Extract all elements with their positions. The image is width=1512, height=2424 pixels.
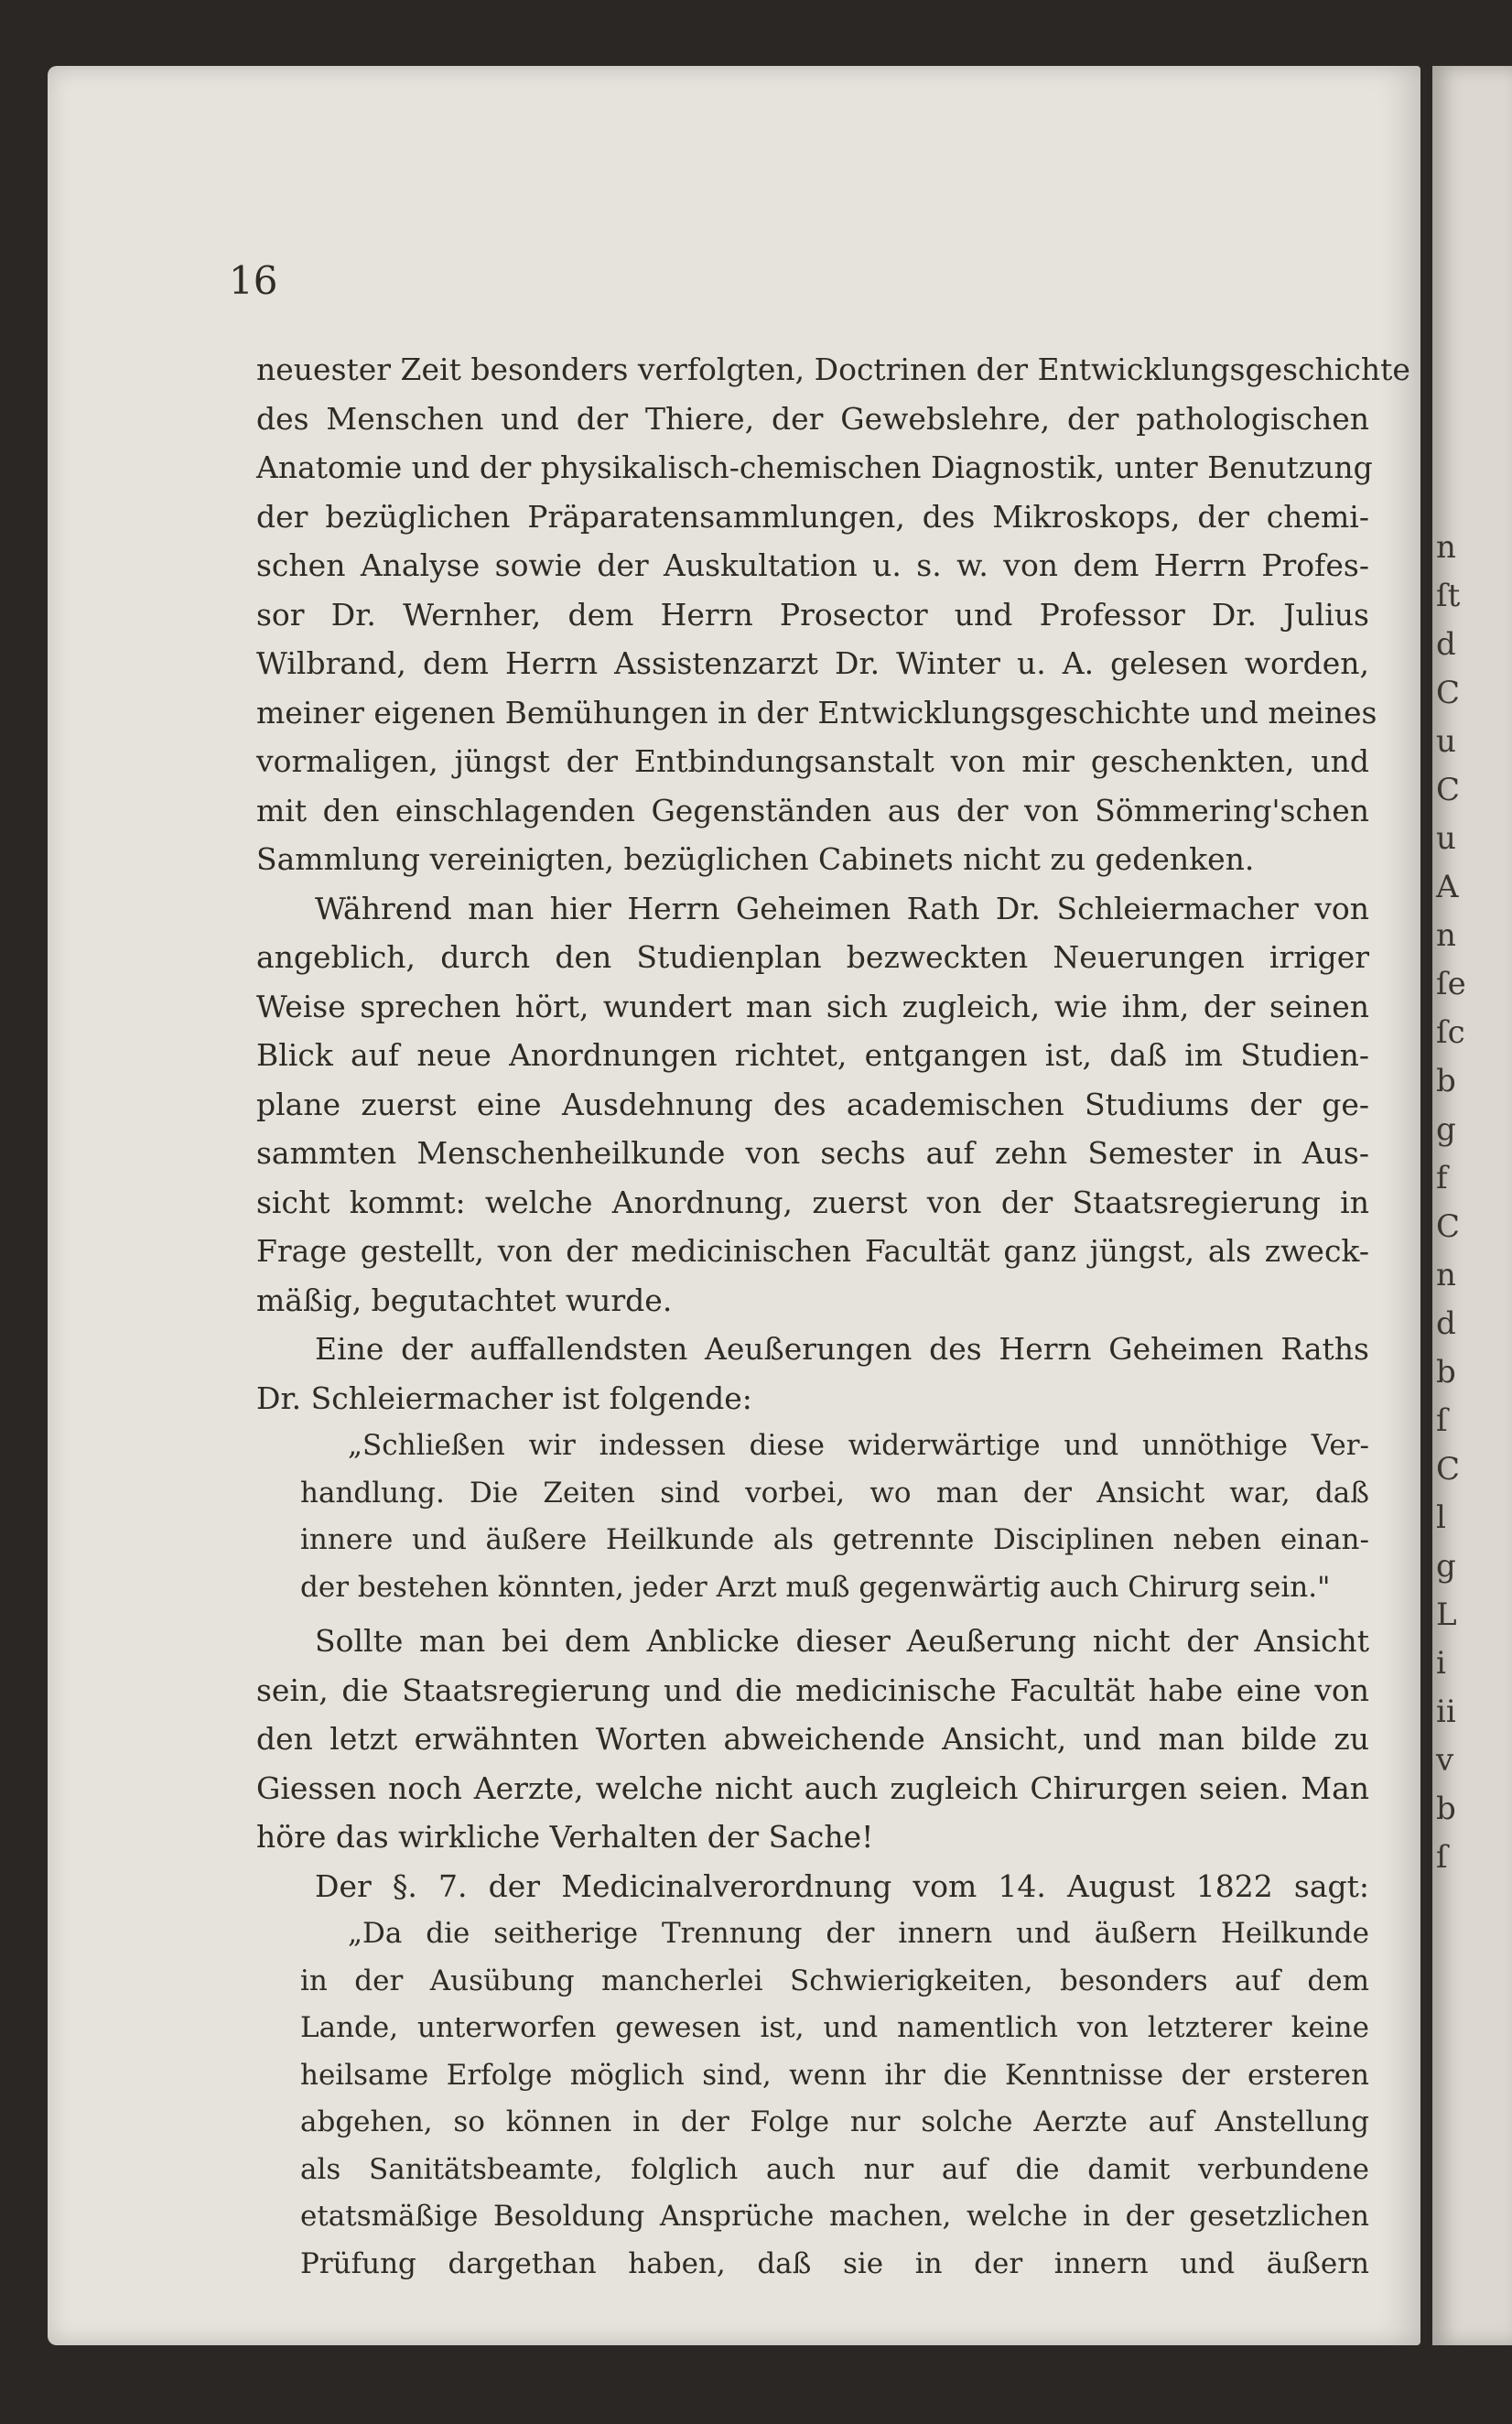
text-line: Sammlung vereinigten, bezüglichen Cabinets nicht zu gedenken. — [256, 841, 1255, 877]
text-line: neuester Zeit besonders verfolgten, Doctrinen der Entwicklungsgeschichte — [256, 352, 1410, 387]
text-line: des Menschen und der Thiere, der Gewebslehre, der pathologischen — [256, 400, 1369, 437]
text-line: heilsame Erfolge möglich sind, wenn ihr die Kenntnisse der ersteren — [300, 2058, 1369, 2092]
text-line: mäßig, begutachtet wurde. — [256, 1282, 673, 1318]
book-page — [48, 66, 1420, 2345]
quotation-2 — [256, 1910, 1369, 2288]
text-line: den letzt erwähnten Worten abweichende Ansicht, und man bilde zu — [256, 1721, 1369, 1757]
text-line: sammten Menschenheilkunde von sechs auf zehn Semester in Aus- — [256, 1135, 1369, 1171]
body-text — [256, 345, 1410, 2288]
text-line: Prüfung dargethan haben, daß sie in der innern und äußern — [300, 2246, 1369, 2280]
text-line: Wilbrand, dem Herrn Assistenzarzt Dr. Winter u. A. gelesen worden, — [256, 645, 1369, 681]
paragraph-4 — [256, 1617, 1369, 1862]
paragraph-2 — [256, 884, 1369, 1326]
text-line: plane zuerst eine Ausdehnung des academischen Studiums der ge- — [256, 1086, 1369, 1122]
text-line: Dr. Schleiermacher ist folgende: — [256, 1380, 752, 1416]
text-line: „Da die seitherige Trennung der innern und äußern Heilkunde — [348, 1917, 1369, 1950]
text-line: innere und äußere Heilkunde als getrennte Disciplinen neben einan- — [300, 1523, 1369, 1556]
paragraph-5 — [256, 1862, 1369, 1911]
facing-page-letters: n ſt d C u C u A n ſe ſc b g f C n d b ſ C l g L i ii v b ſ — [1436, 529, 1466, 1876]
text-line: sein, die Staatsregierung und die medicinische Facultät habe eine von — [256, 1672, 1369, 1708]
text-line: Anatomie und der physikalisch-chemischen Diagnostik, unter Benutzung — [256, 449, 1373, 485]
quotation-1 — [256, 1423, 1369, 1611]
text-line: sor Dr. Wernher, dem Herrn Prosector und Professor Dr. Julius — [256, 596, 1369, 633]
text-line: Eine der auffallendsten Aeußerungen des Herrn Geheimen Raths — [315, 1331, 1369, 1367]
page-number: 16 — [229, 258, 278, 303]
text-line: vormaligen, jüngst der Entbindungsanstalt von mir geschenkten, und — [256, 743, 1369, 779]
text-line: Während man hier Herrn Geheimen Rath Dr. Schleiermacher von — [315, 890, 1369, 926]
text-line: Lande, unterworfen gewesen ist, und namentlich von letzterer keine — [300, 2011, 1369, 2044]
text-line: mit den einschlagenden Gegenständen aus der von Sömmering'schen — [256, 792, 1369, 828]
facing-page-edge — [1432, 66, 1512, 2345]
text-line: etatsmäßige Besoldung Ansprüche machen, welche in der gesetzlichen — [300, 2200, 1369, 2233]
text-line: Blick auf neue Anordnungen richtet, entgangen ist, daß im Studien- — [256, 1037, 1369, 1073]
text-line: in der Ausübung mancherlei Schwierigkeiten, besonders auf dem — [300, 1964, 1369, 1997]
text-line: „Schließen wir indessen diese widerwärtige und unnöthige Ver- — [348, 1429, 1369, 1462]
text-line: Giessen noch Aerzte, welche nicht auch zugleich Chirurgen seien. Man — [256, 1769, 1369, 1806]
text-line: Frage gestellt, von der medicinischen Facultät ganz jüngst, als zweck- — [256, 1233, 1369, 1269]
text-line: handlung. Die Zeiten sind vorbei, wo man der Ansicht war, daß — [300, 1476, 1369, 1510]
text-line: Der §. 7. der Medicinalverordnung vom 14. August 1822 sagt: — [315, 1867, 1369, 1904]
text-line: meiner eigenen Bemühungen in der Entwicklungsgeschichte und meines — [256, 694, 1377, 730]
text-line: der bezüglichen Präparatensammlungen, des Mikroskops, der chemi- — [256, 498, 1369, 535]
text-line: Sollte man bei dem Anblicke dieser Aeußerung nicht der Ansicht — [315, 1623, 1369, 1659]
paragraph-1 — [256, 345, 1410, 884]
text-line: abgehen, so können in der Folge nur solche Aerzte auf Anstellung — [300, 2105, 1369, 2138]
text-line: sicht kommt: welche Anordnung, zuerst von der Staatsregierung in — [256, 1184, 1369, 1220]
text-line: angeblich, durch den Studienplan bezweckten Neuerungen irriger — [256, 939, 1369, 975]
text-line: der bestehen könnten, jeder Arzt muß gegenwärtig auch Chirurg sein." — [300, 1570, 1331, 1604]
paragraph-3 — [256, 1325, 1369, 1423]
text-line: als Sanitätsbeamte, folglich auch nur auf die damit verbundene — [300, 2152, 1369, 2186]
text-line: höre das wirkliche Verhalten der Sache! — [256, 1819, 874, 1855]
text-line: Weise sprechen hört, wundert man sich zugleich, wie ihm, der seinen — [256, 988, 1369, 1024]
text-line: schen Analyse sowie der Auskultation u. s. w. von dem Herrn Profes- — [256, 547, 1369, 583]
